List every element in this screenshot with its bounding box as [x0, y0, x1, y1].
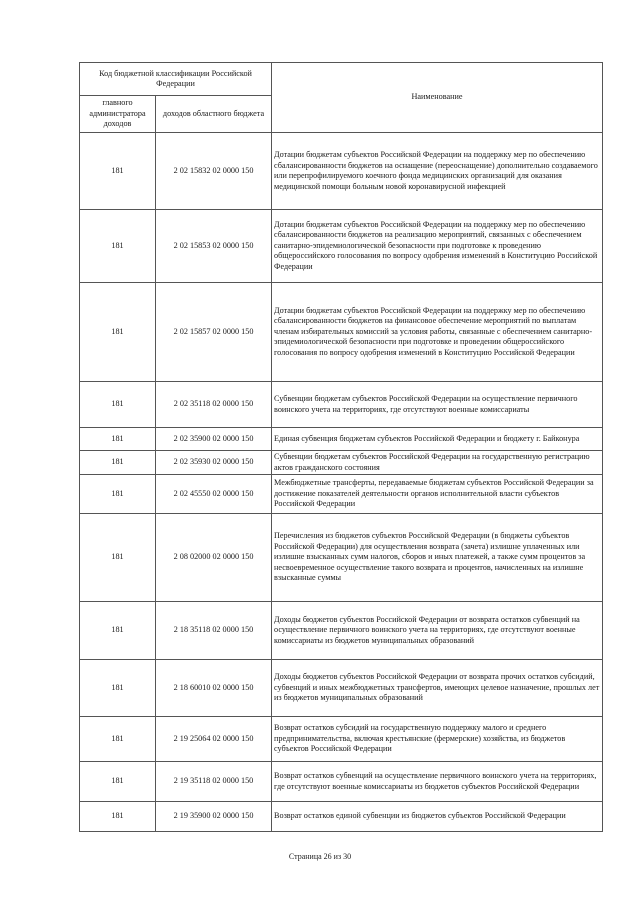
cell-name: Доходы бюджетов субъектов Российской Федерации от возврата прочих остатков субсидий, субвенций и иных межбюджетных трансфертов, имеющих целевое назначение, прошлых лет из бюджетов муниципальных образований	[272, 660, 603, 717]
cell-admin: 181	[80, 762, 156, 802]
cell-admin: 181	[80, 475, 156, 514]
cell-admin: 181	[80, 717, 156, 762]
cell-code: 2 18 60010 02 0000 150	[156, 660, 272, 717]
cell-code: 2 02 15853 02 0000 150	[156, 210, 272, 283]
budget-classification-table	[79, 62, 603, 832]
cell-code: 2 02 45550 02 0000 150	[156, 475, 272, 514]
cell-admin: 181	[80, 660, 156, 717]
cell-admin: 181	[80, 428, 156, 451]
cell-admin: 181	[80, 802, 156, 832]
table-row	[80, 210, 603, 283]
table-row	[80, 762, 603, 802]
cell-code: 2 18 35118 02 0000 150	[156, 602, 272, 660]
cell-admin: 181	[80, 382, 156, 428]
table-row	[80, 283, 603, 382]
cell-name: Субвенции бюджетам субъектов Российской Федерации на осуществление первичного воинского учета на территориях, где отсутствуют военные комиссариаты	[272, 382, 603, 428]
cell-name: Возврат остатков единой субвенции из бюджетов субъектов Российской Федерации	[272, 802, 603, 832]
page-number: Страница 26 из 30	[288, 852, 352, 861]
cell-code: 2 19 35118 02 0000 150	[156, 762, 272, 802]
cell-admin: 181	[80, 602, 156, 660]
cell-name: Возврат остатков субсидий на государственную поддержку малого и среднего предпринимательства, включая крестьянские (фермерские) хозяйства, из бюджетов субъектов Российской Федерации	[272, 717, 603, 762]
table-row	[80, 451, 603, 475]
header-name: Наименование	[272, 63, 603, 133]
cell-admin: 181	[80, 514, 156, 602]
cell-name: Дотации бюджетам субъектов Российской Федерации на поддержку мер по обеспечению сбалансированности бюджетов на финансовое обеспечение мероприятий по выплатам членам избирательных комиссий за условия работы, связанные с обеспечением санитарно-эпидемиологической безопасности при подготовке и проведении общероссийского голосования по вопросу одобрения изменений в Конституцию Российской Федерации	[272, 283, 603, 382]
cell-code: 2 02 35118 02 0000 150	[156, 382, 272, 428]
cell-admin: 181	[80, 451, 156, 475]
table-row	[80, 717, 603, 762]
cell-name: Субвенции бюджетам субъектов Российской Федерации на государственную регистрацию актов гражданского состояния	[272, 451, 603, 475]
table-row	[80, 382, 603, 428]
cell-code: 2 19 25064 02 0000 150	[156, 717, 272, 762]
cell-code: 2 02 15832 02 0000 150	[156, 133, 272, 210]
table-row	[80, 475, 603, 514]
header-income: доходов областного бюджета	[156, 96, 272, 133]
cell-code: 2 02 15857 02 0000 150	[156, 283, 272, 382]
table-row	[80, 133, 603, 210]
cell-code: 2 02 35930 02 0000 150	[156, 451, 272, 475]
cell-admin: 181	[80, 283, 156, 382]
cell-code: 2 08 02000 02 0000 150	[156, 514, 272, 602]
cell-admin: 181	[80, 133, 156, 210]
cell-name: Доходы бюджетов субъектов Российской Федерации от возврата остатков субвенций на осуществление первичного воинского учета на территориях, где отсутствуют военные комиссариаты из бюджетов муниципальных образований	[272, 602, 603, 660]
cell-name: Дотации бюджетам субъектов Российской Федерации на поддержку мер по обеспечению сбалансированности бюджетов на оснащение (переоснащение) дополнительно создаваемого или перепрофилируемого коечного фонда медицинских организаций для оказания медицинской помощи больным новой коронавирусной инфекцией	[272, 133, 603, 210]
cell-code: 2 19 35900 02 0000 150	[156, 802, 272, 832]
cell-name: Возврат остатков субвенций на осуществление первичного воинского учета на территориях, где отсутствуют военные комиссариаты из бюджетов субъектов Российской Федерации	[272, 762, 603, 802]
cell-name: Межбюджетные трансферты, передаваемые бюджетам субъектов Российской Федерации за достижение показателей деятельности органов исполнительной власти субъектов Российской Федерации	[272, 475, 603, 514]
cell-code: 2 02 35900 02 0000 150	[156, 428, 272, 451]
cell-name: Единая субвенция бюджетам субъектов Российской Федерации и бюджету г. Байконура	[272, 428, 603, 451]
header-row-top	[80, 63, 603, 96]
table-row	[80, 428, 603, 451]
cell-name: Дотации бюджетам субъектов Российской Федерации на поддержку мер по обеспечению сбалансированности бюджетов на реализацию мероприятий, связанных с обеспечением санитарно-эпидемиологической безопасности при подготовке к проведению общероссийского голосования по вопросу одобрения изменений в Конституцию Российской Федерации	[272, 210, 603, 283]
header-admin: главного администратора доходов	[80, 96, 156, 133]
table-row	[80, 514, 603, 602]
cell-name: Перечисления из бюджетов субъектов Российской Федерации (в бюджеты субъектов Российской Федерации) для осуществления возврата (зачета) излишне уплаченных или излишне взысканных сумм налогов, сборов и иных платежей, а также сумм процентов за несвоевременное осуществление такого возврата и процентов, начисленных на излишне взысканные суммы	[272, 514, 603, 602]
header-code-group: Код бюджетной классификации Российской Федерации	[80, 63, 272, 96]
table-row	[80, 660, 603, 717]
table-row	[80, 802, 603, 832]
cell-admin: 181	[80, 210, 156, 283]
table-row	[80, 602, 603, 660]
